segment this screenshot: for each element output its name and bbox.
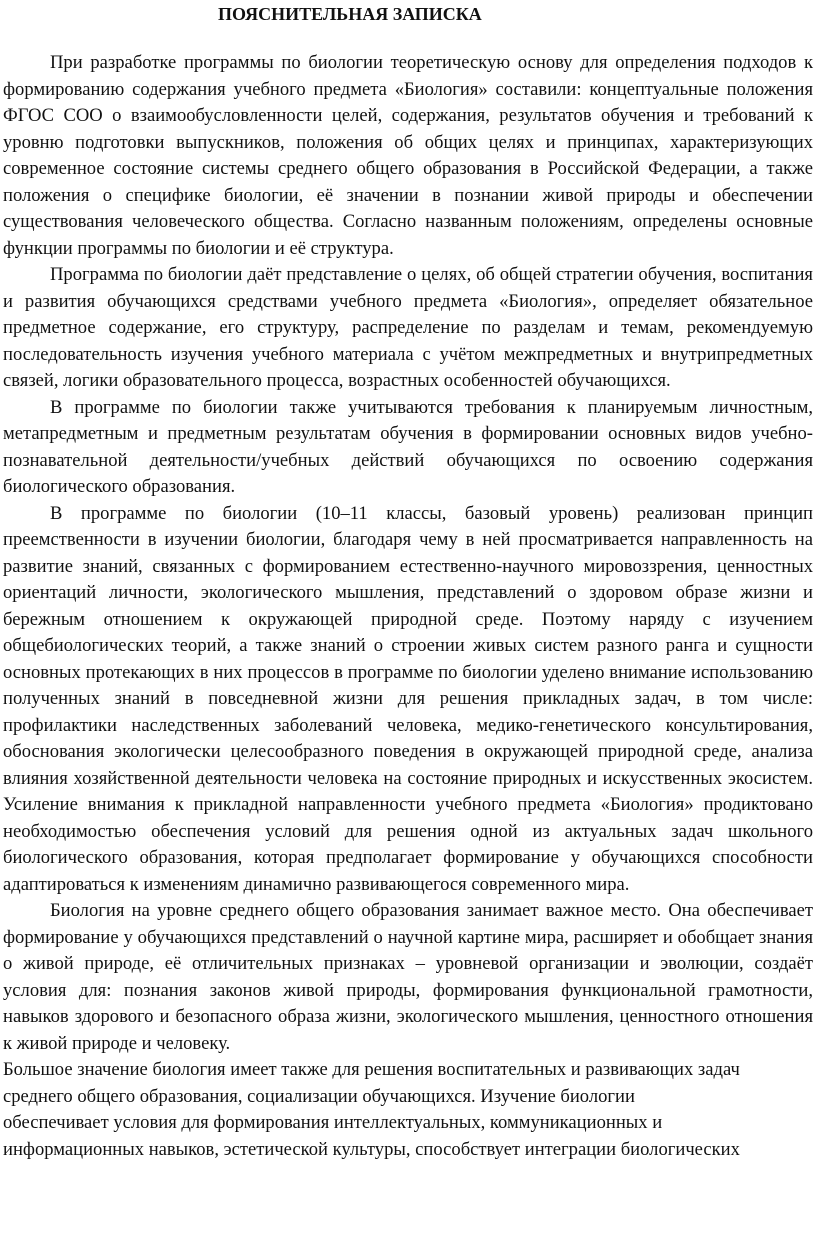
paragraph-continuity-principle: В программе по биологии (10–11 классы, базовый уровень) реализован принцип преемственности в изучении биологии, благодаря чему в ней просматривается направленность на развитие знаний, связанных с формированием естественно-научного мировоззрения, ценностных ориентаций личности, экологического мышления, представлений о здоровом образе жизни и бережным отношением к окружающей природной среде. Поэтому наряду с изучением общебиологических теорий, а также знаний о строении живых систем разного ранга и сущности основных протекающих в них процессов в программе по биологии уделено внимание использованию полученных знаний в повседневной жизни для решения прикладных задач, в том числе: профилактики наследственных заболеваний человека, медико-генетического консультирования, обоснования экологически целесообразного поведения в окружающей природной среде, анализа влияния хозяйственной деятельности человека на состояние природных и искусственных экосистем. Усиление внимания к прикладной направленности учебного предмета «Биология» продиктовано необходимостью обеспечения условий для решения одной из актуальных задач школьного биологического образования, которая предполагает формирование у обучающихся способности адаптироваться к изменениям динамично развивающегося современного мира.	[3, 502, 813, 895]
closing-text-block	[3, 1057, 813, 1163]
paragraph-theoretical-basis: При разработке программы по биологии теоретическую основу для определения подходов к формированию содержания учебного предмета «Биология» составили: концептуальные положения ФГОС СОО о взаимообусловленности целей, содержания, результатов обучения и требований к уровню подготовки выпускников, положения об общих целях и принципах, характеризующих современное состояние системы среднего общего образования в Российской Федерации, а также положения о специфике биологии, её значении в познании живой природы и обеспечении существования человеческого общества. Согласно названным положениям, определены основные функции программы по биологии и её структура.	[3, 52, 813, 259]
paragraph-biology-importance: Биология на уровне среднего общего образования занимает важное место. Она обеспечивает формирование у обучающихся представлений о научной картине мира, расширяет и обобщает знания о живой природе, её отличительных признаках – уровневой организации и эволюции, создаёт условия для: познания законов живой природы, формирования функциональной грамотности, навыков здорового и безопасного образа жизни, экологического мышления, ценностного отношения к живой природе и человеку.	[3, 900, 813, 1054]
closing-line: Большое значение биология имеет также для решения воспитательных и развивающих задач	[3, 1059, 740, 1080]
paragraph-planned-results: В программе по биологии также учитываются требования к планируемым личностным, метапредметным и предметным результатам обучения в формировании основных видов учебно-познавательной деятельности/учебных действий обучающихся по освоению содержания биологического образования.	[3, 396, 813, 497]
closing-line: информационных навыков, эстетической культуры, способствует интеграции биологических	[3, 1138, 740, 1160]
paragraph-program-overview: Программа по биологии даёт представление о целях, об общей стратегии обучения, воспитания и развития обучающихся средствами учебного предмета «Биология», определяет обязательное предметное содержание, его структуру, распределение по разделам и темам, рекомендуемую последовательность изучения учебного материала с учётом межпредметных и внутрипредметных связей, логики образовательного процесса, возрастных особенностей обучающихся.	[3, 264, 813, 391]
document-title: ПОЯСНИТЕЛЬНАЯ ЗАПИСКА	[218, 4, 482, 24]
closing-line: обеспечивает условия для формирования интеллектуальных, коммуникационных и	[3, 1112, 663, 1133]
closing-line: среднего общего образования, социализации обучающихся. Изучение биологии	[3, 1085, 635, 1107]
